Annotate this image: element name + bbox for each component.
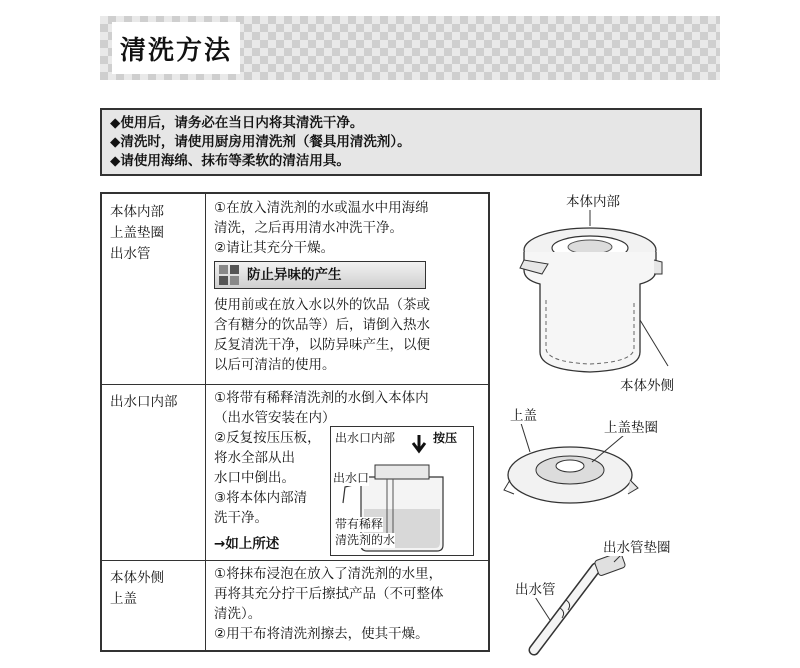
label-line: 本体外侧 <box>110 570 164 586</box>
content-line: ②反复按压压板， <box>214 430 321 446</box>
label-line: 上盖垫圈 <box>110 225 164 241</box>
tip-title: 防止异味的产生 <box>247 267 342 283</box>
spout-tube-illustration <box>528 546 630 650</box>
cleaning-table <box>100 192 490 652</box>
label-line: 上盖 <box>110 591 137 607</box>
press-label: 按压 <box>433 431 458 445</box>
thermos-pot-illustration <box>520 200 668 372</box>
row-label <box>102 194 206 384</box>
content-line: 反复清洗干净，以防异味产生，以便 <box>214 337 430 353</box>
water-label: 带有稀释 <box>335 517 384 531</box>
block-icon <box>219 265 239 285</box>
spout-tube-label: 出水管 <box>515 578 556 598</box>
content-line: ②用干布将清洗剂擦去，使其干燥。 <box>214 626 429 642</box>
lid-label: 上盖 <box>510 404 537 424</box>
content-line: 含有糖分的饮品等）后，请倒入热水 <box>214 317 430 333</box>
row-content <box>206 194 488 384</box>
content-line: 水口中倒出。 <box>214 470 295 486</box>
body-outside-label: 本体外侧 <box>620 374 674 394</box>
title-bar <box>100 16 720 80</box>
content-line: 洗干净。 <box>214 510 268 526</box>
content-line: ③将本体内部清 <box>214 490 308 506</box>
notice-line: ◆使用后，请务必在当日内将其清洗干净。 <box>110 115 364 131</box>
content-line: 再将其充分拧干后擦拭产品（不可整体 <box>214 586 444 602</box>
outlet-inset-diagram <box>330 426 474 556</box>
notice-line: ◆请使用海绵、抹布等柔软的清洁用具。 <box>110 153 350 169</box>
table-row <box>102 384 488 561</box>
content-line: （出水管安装在内） <box>214 410 336 426</box>
content-line: 以后可清洁的使用。 <box>214 357 336 373</box>
outlet-label: 出水口 <box>333 471 370 485</box>
label-line: 本体内部 <box>110 204 164 220</box>
content-line: 清洗，之后再用清水冲洗干净。 <box>214 220 403 236</box>
label-line: 出水口内部 <box>110 394 178 410</box>
outlet-inside-label: 出水口内部 <box>335 431 396 445</box>
spout-gasket-label: 出水管垫圈 <box>603 536 671 556</box>
content-line: 将水全部从出 <box>214 450 295 466</box>
lid-gasket-label: 上盖垫圈 <box>604 416 658 436</box>
table-row <box>102 560 488 650</box>
content-line: 使用前或在放入水以外的饮品（茶或 <box>214 297 430 313</box>
body-inside-label: 本体内部 <box>566 190 620 210</box>
water-label: 清洗剂的水 <box>335 533 396 547</box>
content-line: ①在放入清洗剂的水或温水中用海绵 <box>214 200 429 216</box>
content-line: ①将带有稀释清洗剂的水倒入本体内 <box>214 390 429 406</box>
notice-line: ◆清洗时，请使用厨房用清洗剂（餐具用清洗剂）。 <box>110 134 411 150</box>
tip-banner <box>214 261 426 289</box>
title-plate <box>112 22 240 74</box>
content-line: ①将抹布浸泡在放入了清洗剂的水里， <box>214 566 443 582</box>
row-label <box>102 560 206 650</box>
content-line: ②请让其充分干燥。 <box>214 240 335 256</box>
page-title: 清洗方法 <box>120 35 233 66</box>
table-row <box>102 194 488 385</box>
see-above-note: →如上所述 <box>214 536 280 552</box>
row-label <box>102 384 206 560</box>
row-content <box>206 384 488 560</box>
content-line: 清洗）。 <box>214 606 262 622</box>
label-line: 出水管 <box>110 246 151 262</box>
row-content <box>206 560 488 650</box>
notice-box <box>100 108 702 176</box>
